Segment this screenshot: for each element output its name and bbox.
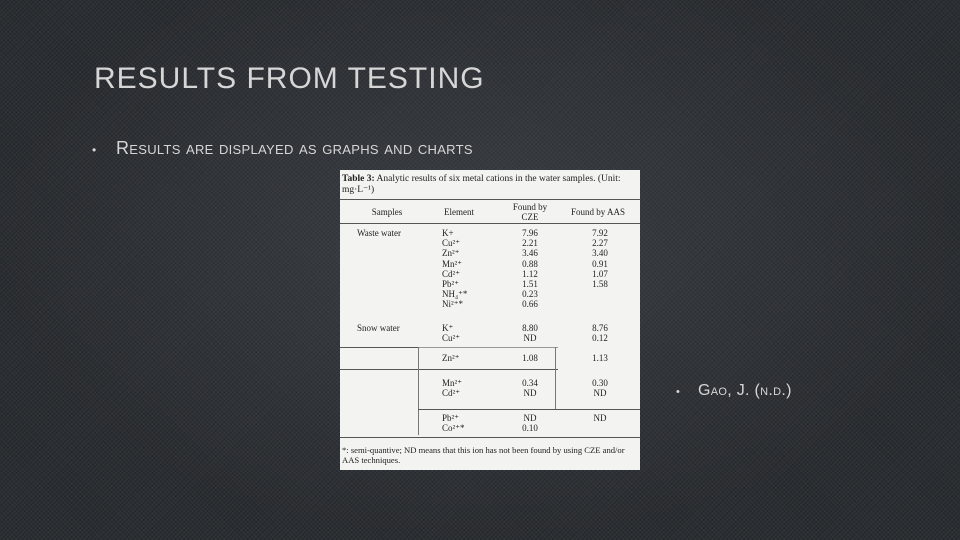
- table-caption: [342, 174, 637, 196]
- citation-text: Gao, J. (n.d.): [698, 382, 792, 399]
- bullet-dot: •: [92, 143, 97, 157]
- rule-zn-left: [418, 347, 419, 369]
- waste-aas-values: 7.92 2.27 3.40 0.91 1.07 1.58: [592, 228, 608, 290]
- mncd-cze-values: 0.34 ND: [522, 378, 538, 399]
- header-cze: Found by CZE: [512, 202, 548, 222]
- header-aas: Found by AAS: [570, 207, 625, 217]
- table-footnote: *: semi-quantive; ND means that this ion has not been found by using CZE and/or AAS techniques.: [342, 445, 625, 465]
- waste-cze-values: 7.96 2.21 3.46 0.88 1.12 1.51 0.23 0.66: [522, 228, 538, 310]
- waste-elements: K+ Cu²⁺ Zn²⁺ Mn²⁺ Cd²⁺ Pb²⁺ NH₄⁺* Ni²⁺*: [442, 228, 468, 310]
- row-label-waste-water: Waste water: [357, 228, 402, 238]
- rule-bottom: [340, 437, 640, 438]
- mncd-elements: Mn²⁺ Cd²⁺: [442, 378, 462, 399]
- rule-top: [340, 199, 640, 200]
- zn-cze-value: 1.08: [522, 353, 538, 363]
- pbco-aas-value: ND: [593, 413, 607, 423]
- rule-zn-bottom: [340, 369, 558, 370]
- slide-title: RESULTS FROM TESTING: [94, 62, 485, 95]
- row-label-snow-water: Snow water: [357, 323, 400, 333]
- bullet-item: [92, 138, 473, 159]
- rule-pbco-top: [418, 409, 640, 410]
- rule-lower-right: [555, 369, 556, 409]
- rule-lower-left: [418, 369, 419, 435]
- header-element: Element: [444, 207, 474, 217]
- snow-aas-values: 8.76 0.12: [592, 323, 608, 344]
- table-caption-text: Analytic results of six metal cations in the water samples. (Unit: mg·L⁻¹): [342, 174, 621, 195]
- rule-zn-right: [555, 347, 556, 369]
- zn-element: Zn²⁺: [442, 353, 460, 363]
- citation: [676, 382, 792, 400]
- snow-elements: K⁺ Cu²⁺: [442, 323, 460, 344]
- rule-snow-left: [340, 347, 418, 348]
- pbco-elements: Pb²⁺ Co²⁺*: [442, 413, 465, 434]
- pbco-cze-values: ND 0.10: [522, 413, 538, 434]
- results-table-image: [340, 170, 640, 470]
- zn-aas-value: 1.13: [592, 353, 608, 363]
- rule-zn-top: [418, 347, 558, 348]
- rule-header: [340, 223, 640, 224]
- table-caption-label: Table 3:: [342, 174, 375, 184]
- bullet-text: Results are displayed as graphs and charts: [116, 138, 473, 158]
- header-samples: Samples: [371, 207, 403, 217]
- citation-bullet-dot: •: [676, 386, 680, 398]
- mncd-aas-values: 0.30 ND: [592, 378, 608, 399]
- snow-cze-values: 8.80 ND: [522, 323, 538, 344]
